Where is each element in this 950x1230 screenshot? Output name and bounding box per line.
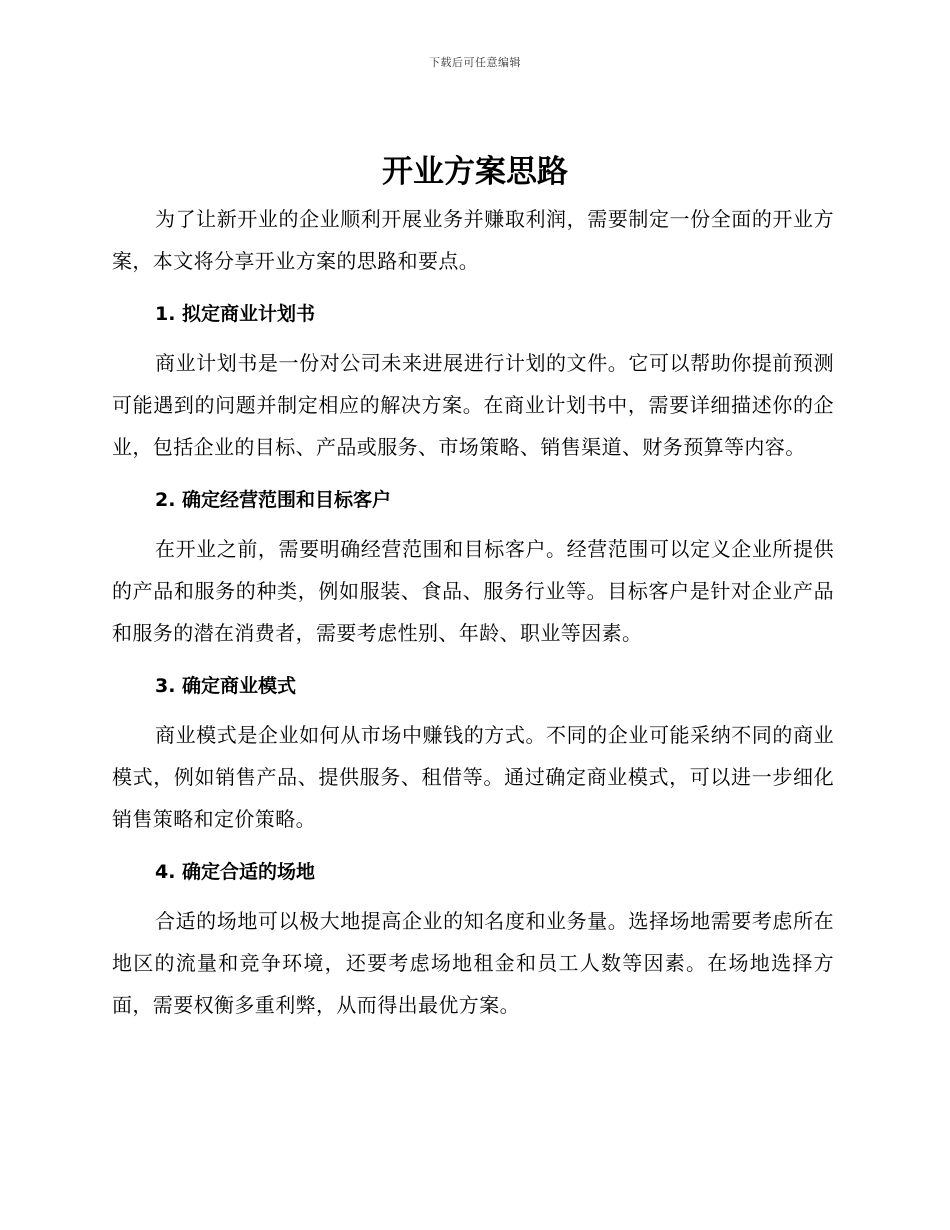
document-body: [112, 198, 834, 1026]
intro-paragraph: 为了让新开业的企业顺利开展业务并赚取利润，需要制定一份全面的开业方案，本文将分享开业方案的思路和要点。: [112, 207, 834, 273]
section-business-plan: [112, 298, 834, 468]
section-location: [112, 856, 834, 1026]
section-heading: 1. 拟定商业计划书: [155, 303, 316, 325]
document-title: 开业方案思路: [382, 154, 568, 190]
section-paragraph: 商业模式是企业如何从市场中赚钱的方式。不同的企业可能采纳不同的商业模式，例如销售产品、提供服务、租借等。通过确定商业模式，可以进一步细化销售策略和定价策略。: [112, 723, 834, 831]
section-heading: 4. 确定合适的场地: [155, 861, 316, 883]
section-heading: 2. 确定经营范围和目标客户: [155, 489, 392, 511]
section-paragraph: 合适的场地可以极大地提高企业的知名度和业务量。选择场地需要考虑所在地区的流量和竞争环境，还要考虑场地租金和员工人数等因素。在场地选择方面，需要权衡多重利弊，从而得出最优方案。: [112, 909, 834, 1017]
section-paragraph: 在开业之前，需要明确经营范围和目标客户。经营范围可以定义企业所提供的产品和服务的种类，例如服装、食品、服务行业等。目标客户是针对企业产品和服务的潜在消费者，需要考虑性别、年龄、职业等因素。: [112, 537, 834, 645]
header-note: 下载后可任意编辑: [429, 56, 521, 69]
section-business-model: [112, 670, 834, 840]
section-paragraph: 商业计划书是一份对公司未来进展进行计划的文件。它可以帮助你提前预测可能遇到的问题并制定相应的解决方案。在商业计划书中，需要详细描述你的企业，包括企业的目标、产品或服务、市场策略、销售渠道、财务预算等内容。: [112, 351, 834, 459]
section-heading: 3. 确定商业模式: [155, 675, 297, 697]
section-scope-and-customers: [112, 484, 834, 654]
